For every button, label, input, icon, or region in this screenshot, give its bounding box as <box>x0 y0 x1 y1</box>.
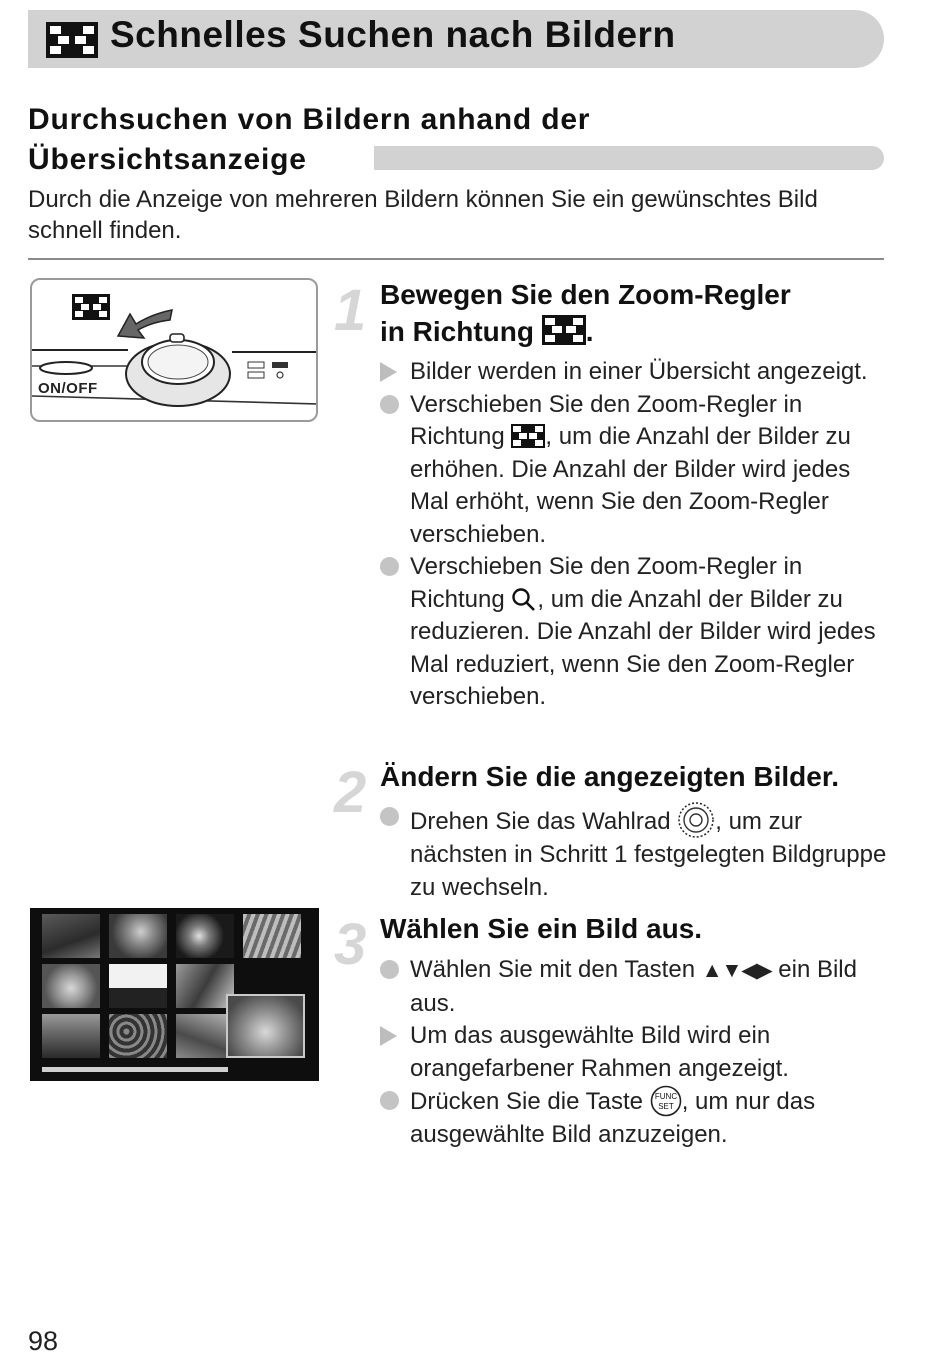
list-item <box>380 551 890 714</box>
bullet-text: Verschieben Sie den Zoom-Regler in Richtung <box>410 390 803 450</box>
bullet-text: Drücken Sie die Taste <box>410 1088 650 1115</box>
step-number-2: 2 <box>334 760 367 825</box>
selected-thumbnail <box>226 994 305 1058</box>
step-number-3: 3 <box>334 912 367 977</box>
bullet-dot-icon <box>380 960 399 979</box>
arrow-keys-icon: ▲▼◀▶ <box>701 959 772 982</box>
svg-text:SET: SET <box>657 1102 674 1111</box>
step-1-title-suffix: . <box>585 316 594 347</box>
page-title: Schnelles Suchen nach Bildern <box>110 14 676 55</box>
index-grid-icon <box>542 315 586 345</box>
bullet-dot-icon <box>380 1091 399 1110</box>
list-item <box>380 1020 890 1085</box>
thumbnail <box>243 914 301 958</box>
thumbnail <box>109 964 167 1008</box>
step-number-1: 1 <box>334 278 367 343</box>
thumbnail <box>109 1014 167 1058</box>
control-dial-icon <box>677 801 715 839</box>
bullet-text: Um das ausgewählte Bild wird ein orangefarbener Rahmen angezeigt. <box>410 1022 789 1082</box>
list-item <box>380 356 890 389</box>
intro-text: Durch die Anzeige von mehreren Bildern können Sie ein gewünschtes Bild schnell finden. <box>28 186 818 244</box>
step-1-title <box>380 276 900 350</box>
on-off-label: ON/OFF <box>38 380 98 397</box>
thumbnail <box>176 914 234 958</box>
result-arrow-icon <box>380 362 397 382</box>
bullet-text: , um zur nächsten in Schritt 1 festgelegten Bildgruppe zu wechseln. <box>410 808 887 901</box>
scroll-bar <box>42 1067 228 1072</box>
divider <box>28 258 884 260</box>
step-3-title: Wählen Sie ein Bild aus. <box>380 913 703 944</box>
page-number: 98 <box>28 1326 59 1356</box>
thumbnail <box>42 964 100 1008</box>
func-set-button-icon <box>650 1085 682 1117</box>
bullet-text: ein Bild aus. <box>410 956 857 1017</box>
magnifier-icon <box>511 587 537 611</box>
svg-text:FUNC: FUNC <box>654 1092 677 1101</box>
bullet-dot-icon <box>380 807 399 826</box>
camera-illustration <box>30 278 318 422</box>
list-item <box>380 954 890 1020</box>
bullet-dot-icon <box>380 395 399 414</box>
step-1-title-prefix: in Richtung <box>380 316 542 347</box>
thumbnail <box>42 1014 100 1058</box>
step-2-bullets <box>380 801 890 904</box>
step-1-bullets <box>380 356 890 714</box>
bullet-text: Verschieben Sie den Zoom-Regler in Richtung <box>410 553 803 613</box>
index-grid-icon <box>46 22 98 58</box>
index-grid-icon <box>511 424 545 448</box>
thumbnail <box>109 914 167 958</box>
step-2-title: Ändern Sie die angezeigten Bilder. <box>380 761 839 792</box>
thumbnail <box>42 914 100 958</box>
index-display-screen <box>30 908 319 1081</box>
bullet-text: Drehen Sie das Wahlrad <box>410 808 678 835</box>
bullet-text: , um die Anzahl der Bilder zu erhöhen. Die Anzahl der Bilder wird jedes Mal erhöht, wenn Sie den Zoom-Regler verschieben. <box>410 423 851 548</box>
step-3-bullets <box>380 954 890 1151</box>
list-item <box>380 389 890 552</box>
result-arrow-icon <box>380 1026 397 1046</box>
section-heading-line1: Durchsuchen von Bildern anhand der <box>28 103 591 136</box>
bullet-text: Bilder werden in einer Übersicht angezeigt. <box>410 358 868 385</box>
bullet-dot-icon <box>380 557 399 576</box>
bullet-text: , um nur das ausgewählte Bild anzuzeigen. <box>410 1088 816 1148</box>
bullet-text: Wählen Sie mit den Tasten <box>410 956 702 983</box>
list-item <box>380 1085 890 1151</box>
step-1-title-line2 <box>380 313 900 350</box>
step-1-title-line1: Bewegen Sie den Zoom-Regler <box>380 279 791 310</box>
list-item <box>380 801 890 904</box>
section-heading-line2: Übersichtsanzeige <box>28 143 307 176</box>
section-heading-bar <box>374 146 884 170</box>
bullet-text: , um die Anzahl der Bilder zu reduzieren. Die Anzahl der Bilder wird jedes Mal reduziert, wenn Sie den Zoom-Regler verschieben. <box>410 585 876 710</box>
camera-top-drawing <box>32 280 318 422</box>
